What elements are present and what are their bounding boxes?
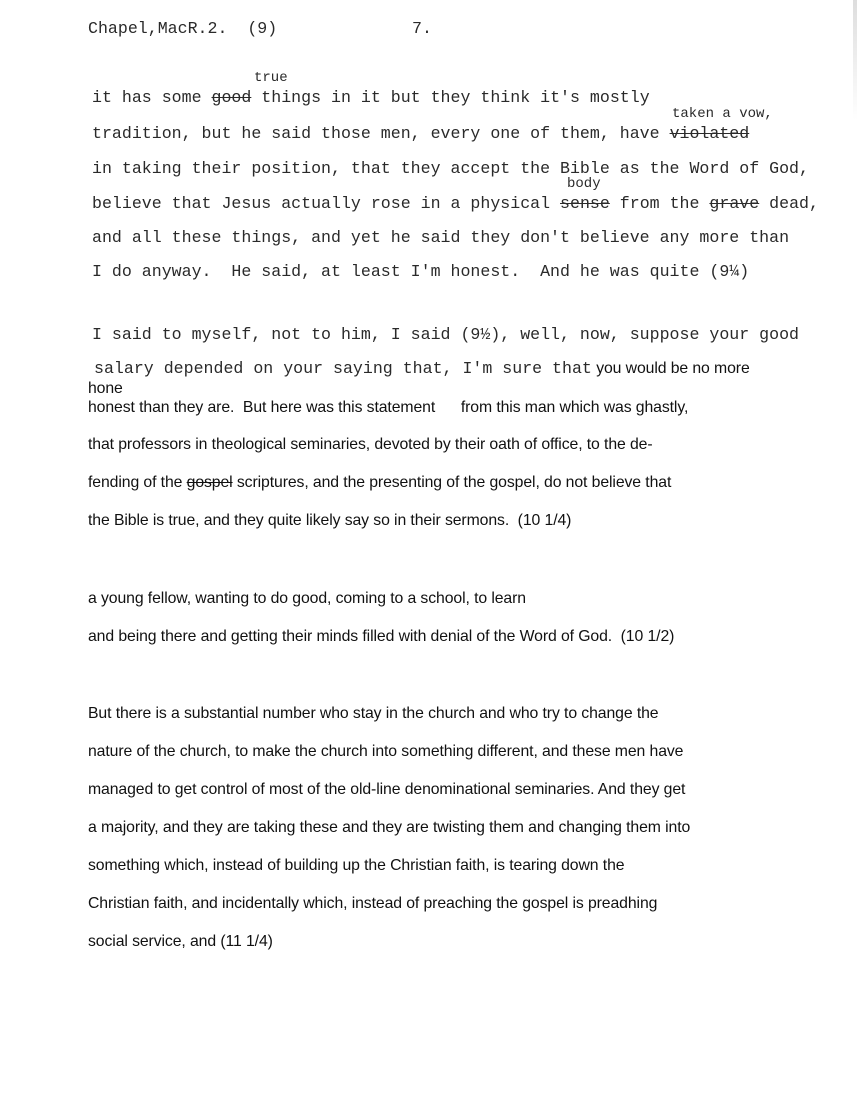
text-segment: Christian faith, and incidentally which, instead of preaching the gospel is preadhing xyxy=(88,895,658,912)
text-line xyxy=(88,437,653,453)
struck-text: gospel xyxy=(186,474,233,491)
text-segment: hone xyxy=(88,380,123,397)
text-segment: and being there and getting their minds filled with denial of the Word of God. (10 1/2) xyxy=(88,628,675,645)
annotation-taken-a-vow: taken a vow, xyxy=(672,106,773,122)
text-segment: I do anyway. He said, at least I'm honest. And he was quite (9¼) xyxy=(92,262,750,281)
text-segment: managed to get control of most of the old-line denominational seminaries. And they get xyxy=(88,781,686,798)
text-line xyxy=(92,90,650,107)
text-line xyxy=(88,706,658,722)
text-segment: a majority, and they are taking these and they are twisting them and changing them into xyxy=(88,819,691,836)
text-line xyxy=(88,858,624,874)
text-segment: nature of the church, to make the church into something different, and these men have xyxy=(88,743,684,760)
struck-text: grave xyxy=(709,194,760,213)
text-line xyxy=(88,381,123,397)
text-line xyxy=(88,400,688,416)
text-segment: salary depended on your saying that, I'm sure that xyxy=(94,359,592,378)
text-segment: things in it but they think it's mostly xyxy=(251,88,650,107)
text-segment: from the xyxy=(609,194,710,213)
text-segment: honest than they are. But here was this statement from this man which was ghastly, xyxy=(88,399,689,416)
page-edge xyxy=(853,0,857,120)
text-line xyxy=(88,629,674,645)
text-line xyxy=(92,196,819,213)
text-line xyxy=(92,161,809,178)
text-line xyxy=(92,264,749,281)
struck-text: sense xyxy=(560,194,610,213)
text-segment: tradition, but he said those men, every one of them, have xyxy=(92,124,670,143)
text-line xyxy=(88,744,683,760)
text-segment: that professors in theological seminaries, devoted by their oath of office, to the de- xyxy=(88,436,653,453)
text-segment: you would be no more xyxy=(591,360,750,377)
struck-text: violated xyxy=(669,124,750,143)
struck-text: good xyxy=(211,88,252,107)
text-line xyxy=(88,513,571,529)
text-line xyxy=(88,782,685,798)
text-line xyxy=(88,896,657,912)
text-line xyxy=(92,327,799,344)
text-line xyxy=(88,820,690,836)
text-line xyxy=(88,475,671,491)
text-line xyxy=(92,126,749,143)
text-segment: a young fellow, wanting to do good, coming to a school, to learn xyxy=(88,590,526,607)
text-line xyxy=(88,934,273,950)
header-reference: Chapel,MacR.2. (9) xyxy=(88,19,278,38)
text-segment: fending of the xyxy=(88,474,187,491)
text-line xyxy=(92,230,789,247)
text-segment: I said to myself, not to him, I said (9½), well, now, suppose your good xyxy=(92,325,800,344)
text-segment: scriptures, and the presenting of the gospel, do not believe that xyxy=(232,474,672,491)
text-line xyxy=(94,361,750,378)
text-segment: in taking their position, that they accept the Bible as the Word of God, xyxy=(92,159,809,178)
text-segment: it has some xyxy=(92,88,212,107)
text-segment: social service, and (11 1/4) xyxy=(88,933,273,950)
text-segment: believe that Jesus actually rose in a physical xyxy=(92,194,561,213)
page-number: 7. xyxy=(412,19,432,38)
text-segment: and all these things, and yet he said they don't believe any more than xyxy=(92,228,790,247)
text-line xyxy=(88,591,526,607)
text-segment: dead, xyxy=(759,194,819,213)
text-segment: But there is a substantial number who stay in the church and who try to change the xyxy=(88,705,659,722)
annotation-body: body xyxy=(567,176,601,192)
annotation-true: true xyxy=(254,70,288,86)
text-segment: the Bible is true, and they quite likely say so in their sermons. (10 1/4) xyxy=(88,512,572,529)
text-segment: something which, instead of building up the Christian faith, is tearing down the xyxy=(88,857,625,874)
